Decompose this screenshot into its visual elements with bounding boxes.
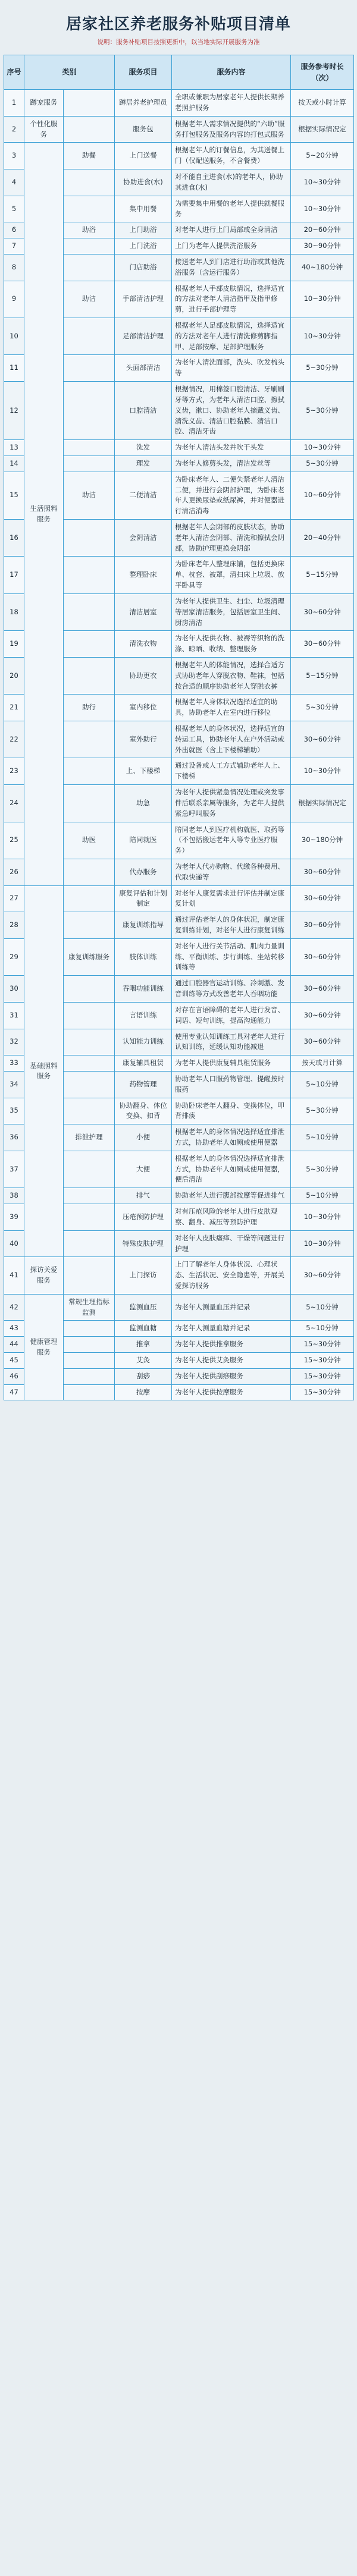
- row-service-time: 40~180分钟: [291, 254, 354, 281]
- row-number: 14: [4, 455, 24, 472]
- row-service-content: 根据老年人的身体状况，选择适宜的转运工具，协助老年人在户外活动或外出就医（含上下楼梯辅助）: [172, 721, 291, 758]
- row-service-item: 陪同就医: [115, 822, 172, 859]
- row-subcategory: [64, 1204, 115, 1231]
- row-service-content: 协助老年人进行腹部按摩等促进排气: [172, 1188, 291, 1204]
- row-service-time: 30~60分钟: [291, 1002, 354, 1029]
- row-number: 6: [4, 222, 24, 238]
- row-number: 38: [4, 1188, 24, 1204]
- row-number: 11: [4, 355, 24, 382]
- row-service-item: 上门送餐: [115, 143, 172, 169]
- row-service-item: 室外助行: [115, 721, 172, 758]
- row-number: 16: [4, 520, 24, 557]
- row-service-time: 5~15分钟: [291, 557, 354, 593]
- row-number: 9: [4, 281, 24, 318]
- row-service-content: 根据老年人的订餐信息，为其送餐上门（仅配送服务，不含餐费）: [172, 143, 291, 169]
- row-service-content: 为老年人清洗面部，洗头、吹发梳头等: [172, 355, 291, 382]
- row-number: 13: [4, 440, 24, 456]
- row-number: 5: [4, 196, 24, 222]
- row-service-content: 为老年人提供卫生、扫尘、垃圾清理等居家清洁服务，包括居室卫生间、厨房清洁: [172, 593, 291, 630]
- row-service-content: 对存在言语障碍的老年人进行发音、词语、短句训练，提高沟通能力: [172, 1002, 291, 1029]
- row-service-content: 通过评估老年人的身体状况，制定康复训练计划，对老年人进行康复训练: [172, 912, 291, 939]
- row-subcategory: [64, 1257, 115, 1294]
- header-no: 序号: [4, 55, 24, 90]
- row-service-item: 服务包: [115, 116, 172, 143]
- row-subcategory: 助行: [64, 695, 115, 721]
- row-service-content: 陪同老年人到医疗机构就医、取药等（不包括搬运老年人等专业医疗服务）: [172, 822, 291, 859]
- row-service-item: 会阴清洁: [115, 520, 172, 557]
- row-service-time: 10~30分钟: [291, 1204, 354, 1231]
- row-service-item: 排气: [115, 1188, 172, 1204]
- header-content: 服务内容: [172, 55, 291, 90]
- row-number: 4: [4, 169, 24, 196]
- row-service-item: 上门探访: [115, 1257, 172, 1294]
- row-service-time: 10~30分钟: [291, 758, 354, 785]
- row-subcategory: 助洁: [64, 281, 115, 318]
- row-service-time: 30~60分钟: [291, 721, 354, 758]
- table-header-row: [4, 55, 354, 90]
- row-number: 41: [4, 1257, 24, 1294]
- row-subcategory: [64, 196, 115, 222]
- row-subcategory: [64, 758, 115, 785]
- row-service-time: 10~30分钟: [291, 440, 354, 456]
- row-service-item: 足部清洁护理: [115, 318, 172, 355]
- row-service-item: 刮痧: [115, 1368, 172, 1384]
- row-service-content: 使用专业认知训练工具对老年人进行认知训练，延缓认知功能减退: [172, 1029, 291, 1055]
- row-number: 22: [4, 721, 24, 758]
- row-service-item: 助急: [115, 785, 172, 822]
- row-service-time: 20~60分钟: [291, 222, 354, 238]
- row-service-content: 为老年人提供紧急情况处理或突发事件后联系亲属等服务，为老年人提供紧急呼叫服务: [172, 785, 291, 822]
- row-subcategory: [64, 1230, 115, 1257]
- row-number: 40: [4, 1230, 24, 1257]
- row-subcategory: [64, 721, 115, 758]
- row-subcategory: 助浴: [64, 222, 115, 238]
- row-service-time: 30~60分钟: [291, 1029, 354, 1055]
- row-service-item: 言语训练: [115, 1002, 172, 1029]
- row-service-time: 按天或小时计算: [291, 90, 354, 117]
- row-service-time: 30~60分钟: [291, 593, 354, 630]
- row-service-item: 上门助浴: [115, 222, 172, 238]
- row-service-item: 按摩: [115, 1384, 172, 1400]
- row-service-content: 为老年人清洁头发并吹干头发: [172, 440, 291, 456]
- row-number: 44: [4, 1337, 24, 1353]
- row-service-time: 20~40分钟: [291, 520, 354, 557]
- row-service-item: 小便: [115, 1124, 172, 1151]
- table-row: [4, 1294, 354, 1321]
- row-service-time: 5~10分钟: [291, 1294, 354, 1321]
- row-service-item: 代办服务: [115, 859, 172, 885]
- row-service-item: 洗发: [115, 440, 172, 456]
- row-subcategory: [64, 885, 115, 912]
- row-subcategory: [64, 440, 115, 456]
- row-service-content: 通过口腔器官运动训练、冷刺激、发音训练等方式改善老年人吞咽功能: [172, 976, 291, 1003]
- row-number: 33: [4, 1055, 24, 1072]
- row-category: 基础照料服务: [24, 885, 64, 1257]
- row-service-item: 头面部清洁: [115, 355, 172, 382]
- row-service-time: 5~10分钟: [291, 1124, 354, 1151]
- row-service-content: 为老年人提供刮痧服务: [172, 1368, 291, 1384]
- row-service-time: 30~60分钟: [291, 938, 354, 975]
- row-number: 19: [4, 631, 24, 658]
- row-subcategory: [64, 90, 115, 117]
- row-service-item: 蹲居养老护理员: [115, 90, 172, 117]
- row-service-time: 5~30分钟: [291, 455, 354, 472]
- row-number: 31: [4, 1002, 24, 1029]
- row-service-time: 10~30分钟: [291, 1230, 354, 1257]
- row-subcategory: 康复训练服务: [64, 938, 115, 975]
- header-time: 服务参考时长（次）: [291, 55, 354, 90]
- row-service-content: 为需要集中用餐的老年人提供就餐服务: [172, 196, 291, 222]
- row-service-time: 5~10分钟: [291, 1321, 354, 1337]
- row-service-content: 协助卧床老年人翻身、变换体位，叩背排痰: [172, 1098, 291, 1124]
- row-service-item: 监测血糖: [115, 1321, 172, 1337]
- row-subcategory: [64, 859, 115, 885]
- row-service-item: 认知能力训练: [115, 1029, 172, 1055]
- row-subcategory: [64, 254, 115, 281]
- row-service-content: 对有压疮风险的老年人进行皮肤观察、翻身、减压等预防护理: [172, 1204, 291, 1231]
- row-subcategory: [64, 1368, 115, 1384]
- row-number: 20: [4, 657, 24, 694]
- row-service-content: 协助老年人口服药物管理、提醒按时服药: [172, 1071, 291, 1098]
- row-service-content: 根据情况，用棉签口腔清洁、牙刷刷牙等方式，为老年人清洁口腔、擦拭义齿，漱口、协助老年人摘戴义齿、清洗义齿、清洁口腔黏膜、清洁口腔、清洁牙齿: [172, 382, 291, 440]
- row-subcategory: [64, 238, 115, 255]
- row-service-item: 室内移位: [115, 695, 172, 721]
- row-service-item: 推拿: [115, 1337, 172, 1353]
- row-category: 个性化服务: [24, 116, 64, 143]
- row-subcategory: [64, 520, 115, 557]
- row-service-content: 为卧床老年人、二便失禁老年人清洁二便，并进行会阴部护理，为卧床老年人更换尿垫或纸尿裤，并对便器进行清洁消毒: [172, 472, 291, 519]
- row-service-content: 对老年人皮肤瘙痒、干燥等问题进行护理: [172, 1230, 291, 1257]
- row-number: 1: [4, 90, 24, 117]
- row-service-item: 协助更衣: [115, 657, 172, 694]
- row-service-content: 根据老年人需求情况提供的“六助”服务打包服务及服务内容的打包式服务: [172, 116, 291, 143]
- row-subcategory: [64, 1151, 115, 1188]
- row-number: 36: [4, 1124, 24, 1151]
- row-service-item: 艾灸: [115, 1353, 172, 1369]
- row-number: 3: [4, 143, 24, 169]
- row-service-time: 30~60分钟: [291, 631, 354, 658]
- row-service-content: 全职或兼职为居家老年人提供长期养老照护服务: [172, 90, 291, 117]
- row-number: 30: [4, 976, 24, 1003]
- row-subcategory: [64, 1188, 115, 1204]
- row-service-time: 5~30分钟: [291, 1098, 354, 1124]
- row-service-content: 根据老年人足部皮肤情况，选择适宜的方法对老年人进行清洗修剪脚指甲、足部按摩、足部护理服务: [172, 318, 291, 355]
- row-number: 10: [4, 318, 24, 355]
- row-number: 17: [4, 557, 24, 593]
- row-service-content: 上门了解老年人身体状况、心理状态、生活状况、安全隐患等，开展关爱探访服务: [172, 1257, 291, 1294]
- row-service-item: 手部清洁护理: [115, 281, 172, 318]
- page-note: 说明：服务补贴项目按照更新中，以当地实际开展服务为准: [97, 39, 260, 46]
- table-row: [4, 143, 354, 169]
- row-subcategory: [64, 912, 115, 939]
- row-subcategory: [64, 1098, 115, 1124]
- row-subcategory: [64, 593, 115, 630]
- row-subcategory: [64, 1321, 115, 1337]
- row-number: 32: [4, 1029, 24, 1055]
- table-row: [4, 90, 354, 117]
- row-service-time: 5~30分钟: [291, 355, 354, 382]
- row-subcategory: [64, 976, 115, 1003]
- row-service-content: 为老年人提供按摩服务: [172, 1384, 291, 1400]
- row-category: 探访关爱服务: [24, 1257, 64, 1294]
- row-number: 43: [4, 1321, 24, 1337]
- row-service-time: 30~60分钟: [291, 1257, 354, 1294]
- row-service-item: 协助进食(水): [115, 169, 172, 196]
- row-service-item: 理发: [115, 455, 172, 472]
- row-service-content: 根据老年人会阴部的皮肤状态，协助老年人清洁会阴部、清洗和擦拭会阴部，协助护理更换会阴部: [172, 520, 291, 557]
- row-service-item: 吞咽功能训练: [115, 976, 172, 1003]
- row-service-time: 5~20分钟: [291, 143, 354, 169]
- row-subcategory: [64, 557, 115, 593]
- row-subcategory: 排泄护理: [64, 1124, 115, 1151]
- table-body: [4, 90, 354, 1400]
- row-service-time: 10~60分钟: [291, 472, 354, 519]
- row-service-item: 肢体训练: [115, 938, 172, 975]
- row-service-content: 对老年人康复需求进行评估并制定康复计划: [172, 885, 291, 912]
- row-service-time: 10~30分钟: [291, 169, 354, 196]
- row-service-content: 根据老年人的体能情况，选择合适方式协助老年人穿脱衣物、鞋袜，包括按合适的顺序协助老年人穿脱衣裤: [172, 657, 291, 694]
- row-service-item: 监测血压: [115, 1294, 172, 1321]
- row-service-item: 上、下楼梯: [115, 758, 172, 785]
- row-number: 21: [4, 695, 24, 721]
- row-service-content: 根据老年人身体状况选择适宜的助具，协助老年人在室内进行移位: [172, 695, 291, 721]
- row-subcategory: [64, 355, 115, 382]
- row-service-time: 15~30分钟: [291, 1337, 354, 1353]
- row-subcategory: [64, 169, 115, 196]
- row-subcategory: [64, 1337, 115, 1353]
- service-table: [4, 55, 354, 1400]
- row-service-item: 康复评估和计划制定: [115, 885, 172, 912]
- row-service-time: 5~10分钟: [291, 1188, 354, 1204]
- row-category: 蹲宠服务: [24, 90, 64, 117]
- table-row: [4, 1257, 354, 1294]
- row-subcategory: [64, 382, 115, 440]
- row-number: 25: [4, 822, 24, 859]
- table-row: [4, 885, 354, 912]
- row-category: 生活照料服务: [24, 143, 64, 885]
- row-service-time: 5~30分钟: [291, 1151, 354, 1188]
- row-service-time: 30~90分钟: [291, 238, 354, 255]
- row-service-content: 对不能自主进食(水)的老年人，协助其进食(水): [172, 169, 291, 196]
- row-service-item: 药物管理: [115, 1071, 172, 1098]
- row-subcategory: [64, 1071, 115, 1098]
- row-subcategory: [64, 318, 115, 355]
- row-service-content: 为老年人提供衣物、被褥等织物的洗涤、晾晒、收纳、整理服务: [172, 631, 291, 658]
- row-service-time: 30~60分钟: [291, 912, 354, 939]
- row-number: 26: [4, 859, 24, 885]
- row-subcategory: [64, 116, 115, 143]
- row-service-item: 特殊皮肤护理: [115, 1230, 172, 1257]
- row-service-time: 根据实际情况定: [291, 116, 354, 143]
- header-item: 服务项目: [115, 55, 172, 90]
- row-service-item: 门店助浴: [115, 254, 172, 281]
- row-service-time: 5~30分钟: [291, 695, 354, 721]
- row-number: 39: [4, 1204, 24, 1231]
- row-service-content: 根据老年人的身体情况选择适宜排泄方式，协助老年人如厕或使用便器: [172, 1124, 291, 1151]
- row-service-content: 为老年人提供康复辅具租赁服务: [172, 1055, 291, 1072]
- row-subcategory: [64, 657, 115, 694]
- row-number: 28: [4, 912, 24, 939]
- row-service-time: 5~10分钟: [291, 1071, 354, 1098]
- row-number: 12: [4, 382, 24, 440]
- row-number: 46: [4, 1368, 24, 1384]
- row-service-content: 为老年人代办购物、代缴各种费用、代取快递等: [172, 859, 291, 885]
- page-title: 居家社区养老服务补贴项目清单: [65, 15, 291, 33]
- row-subcategory: [64, 1002, 115, 1029]
- row-service-item: 康复辅具租赁: [115, 1055, 172, 1072]
- row-service-time: 根据实际情况定: [291, 785, 354, 822]
- row-number: 2: [4, 116, 24, 143]
- row-service-item: 协助翻身、体位变换、扣背: [115, 1098, 172, 1124]
- row-service-content: 上门为老年人提供洗浴服务: [172, 238, 291, 255]
- row-subcategory: [64, 455, 115, 472]
- row-category: 健康管理服务: [24, 1294, 64, 1400]
- row-number: 8: [4, 254, 24, 281]
- row-number: 29: [4, 938, 24, 975]
- row-service-time: 15~30分钟: [291, 1353, 354, 1369]
- row-service-content: 对老年人进行上门局部或全身清洁: [172, 222, 291, 238]
- row-service-content: 为老年人提供推拿服务: [172, 1337, 291, 1353]
- row-number: 34: [4, 1071, 24, 1098]
- row-service-item: 集中用餐: [115, 196, 172, 222]
- row-service-content: 通过设备或人工方式辅助老年人上、下楼梯: [172, 758, 291, 785]
- row-number: 18: [4, 593, 24, 630]
- row-service-time: 10~30分钟: [291, 281, 354, 318]
- row-subcategory: [64, 1384, 115, 1400]
- header-category: 类别: [24, 55, 115, 90]
- row-subcategory: [64, 785, 115, 822]
- row-service-time: 按天或月计算: [291, 1055, 354, 1072]
- row-service-item: 二便清洁: [115, 472, 172, 519]
- row-number: 7: [4, 238, 24, 255]
- table-row: [4, 116, 354, 143]
- row-service-time: 30~180分钟: [291, 822, 354, 859]
- row-service-time: 30~60分钟: [291, 885, 354, 912]
- row-service-item: 口腔清洁: [115, 382, 172, 440]
- row-service-item: 清洗衣物: [115, 631, 172, 658]
- row-service-content: 为老年人修剪头发，清洁发丝等: [172, 455, 291, 472]
- row-service-content: 根据老年人手部皮肤情况，选择适宜的方法对老年人清洁指甲及指甲修剪，进行手部护理等: [172, 281, 291, 318]
- row-service-content: 为老年人测量血糖并记录: [172, 1321, 291, 1337]
- row-service-content: 为卧床老年人整理床铺，包括更换床单、枕套、被罩，清扫床上垃圾、放平卧具等: [172, 557, 291, 593]
- row-subcategory: 常规生理指标监测: [64, 1294, 115, 1321]
- row-service-time: 10~30分钟: [291, 318, 354, 355]
- row-subcategory: 助餐: [64, 143, 115, 169]
- row-service-item: 上门洗浴: [115, 238, 172, 255]
- row-number: 37: [4, 1151, 24, 1188]
- row-service-time: 15~30分钟: [291, 1368, 354, 1384]
- row-subcategory: [64, 1029, 115, 1055]
- row-subcategory: [64, 631, 115, 658]
- row-service-time: 30~60分钟: [291, 859, 354, 885]
- row-service-item: 清洁居室: [115, 593, 172, 630]
- row-subcategory: [64, 1055, 115, 1072]
- row-service-content: 为老年人测量血压并记录: [172, 1294, 291, 1321]
- row-number: 15: [4, 472, 24, 519]
- row-number: 35: [4, 1098, 24, 1124]
- row-service-content: 接送老年人到门店进行助浴或其他洗浴服务（含运行服务）: [172, 254, 291, 281]
- row-number: 45: [4, 1353, 24, 1369]
- row-service-item: 康复训练指导: [115, 912, 172, 939]
- row-service-time: 10~30分钟: [291, 196, 354, 222]
- row-service-item: 大便: [115, 1151, 172, 1188]
- row-service-time: 15~30分钟: [291, 1384, 354, 1400]
- row-number: 42: [4, 1294, 24, 1321]
- row-service-item: 整理卧床: [115, 557, 172, 593]
- row-subcategory: 助医: [64, 822, 115, 859]
- row-number: 24: [4, 785, 24, 822]
- row-service-content: 为老年人提供艾灸服务: [172, 1353, 291, 1369]
- row-subcategory: [64, 1353, 115, 1369]
- row-number: 47: [4, 1384, 24, 1400]
- row-subcategory: 助洁: [64, 472, 115, 519]
- row-number: 23: [4, 758, 24, 785]
- row-service-content: 根据老年人的身体情况选择适宜排泄方式，协助老年人如厕或使用便器，便后清洁: [172, 1151, 291, 1188]
- row-service-item: 压疮预防护理: [115, 1204, 172, 1231]
- row-service-time: 5~15分钟: [291, 657, 354, 694]
- row-service-time: 30~60分钟: [291, 976, 354, 1003]
- row-service-content: 对老年人进行关节活动、肌肉力量训练、平衡训练、步行训练、坐站转移训练等: [172, 938, 291, 975]
- row-service-time: 5~30分钟: [291, 382, 354, 440]
- row-number: 27: [4, 885, 24, 912]
